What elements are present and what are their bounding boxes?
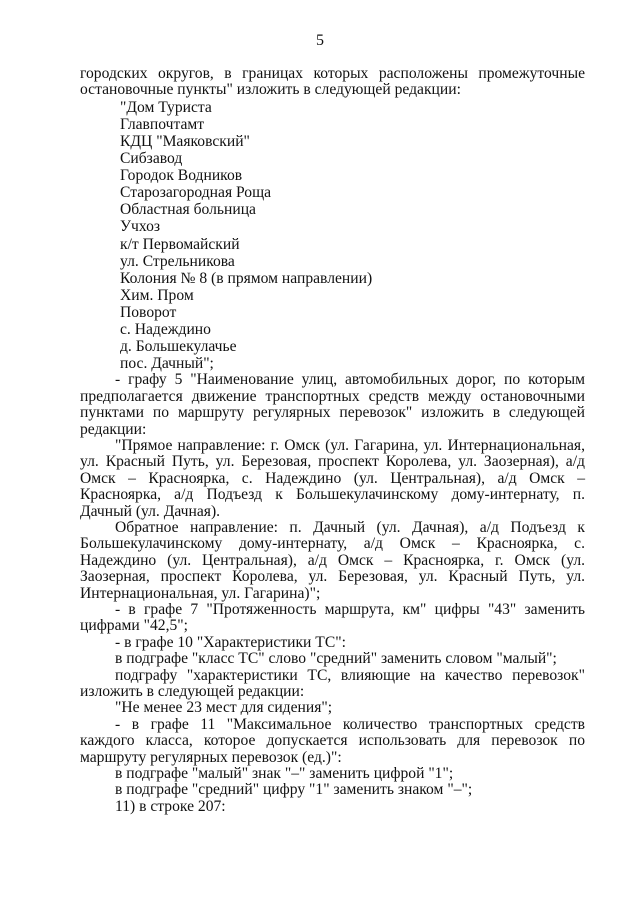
paragraph-graph-11: - в графе 11 "Максимальное количество транспортных средств каждого класса, которое допускается использовать для перевозок по маршруту регулярных перевозок (ед.)": (80, 715, 585, 766)
stop-item: д. Большекулачье (120, 338, 237, 356)
paragraph-reverse-direction: Обратное направление: п. Дачный (ул. Дачная), а/д Подъезд к Большекулачинскому дому-интернату, а/д Омск – Красноярка, с. Надеждино (ул. Центральная), а/д Омск – Красноярка, г. Омск (ул. Заозерная, проспект Королева, ул. Березовая, ул. Красный Путь, ул. Интернациональная, ул. Гагарина)"; (80, 518, 585, 602)
paragraph-seats: "Не менее 23 мест для сидения"; (115, 699, 333, 717)
stop-item: Сибзавод (120, 150, 183, 168)
document-body (80, 66, 585, 815)
paragraph-graph-5: - графу 5 "Наименование улиц, автомобильных дорог, по которым предполагается движение транспортных средств между остановочными пунктами по маршруту регулярных перевозок" изложить в следующей редакции: (80, 371, 585, 438)
stop-item: с. Надеждино (120, 321, 211, 339)
stop-item: Главпочтамт (120, 115, 205, 133)
stop-item: Хим. Пром (120, 286, 194, 304)
paragraph-graph-7: - в графе 7 "Протяженность маршрута, км" цифры "43" заменить цифрами "42,5"; (80, 601, 585, 635)
page-number: 5 (316, 32, 324, 49)
stop-item: Учхоз (120, 218, 161, 236)
stop-item: Поворот (120, 303, 177, 321)
paragraph-graph-10: - в графе 10 "Характеристики ТС": (115, 633, 346, 651)
stop-item: к/т Первомайский (120, 235, 240, 253)
stop-item: "Дом Туриста (120, 98, 212, 116)
stop-item: ул. Стрельникова (120, 252, 235, 270)
paragraph-medium: в подграфе "средний" цифру "1" заменить знаком "–"; (115, 781, 473, 799)
paragraph-row-207: 11) в строке 207: (115, 797, 226, 815)
paragraph-forward-direction: "Прямое направление: г. Омск (ул. Гагарина, ул. Интернациональная, ул. Красный Путь, ул. Березовая, проспект Королева, ул. Заозерная), а/д Омск – Красноярка, с. Надеждино (ул. Центральная), а/д Омск – Красноярка, а/д Подъезд к Большекулачинскому дому-интернату, п. Дачный (ул. Дачная). (80, 436, 585, 520)
paragraph-small: в подграфе "малый" знак "–" заменить цифрой "1"; (115, 765, 454, 783)
intro-line-1: городских округов, в границах которых расположены промежуточные (80, 65, 585, 82)
stop-item: пос. Дачный"; (120, 355, 214, 373)
intro-line-2: остановочные пункты" изложить в следующей редакции: (80, 81, 461, 99)
stop-item: Областная больница (120, 201, 256, 219)
stop-item: КДЦ "Маяковский" (120, 133, 250, 150)
stops-list (80, 99, 585, 373)
paragraph-class-ts: в подграфе "класс ТС" слово "средний" заменить словом "малый"; (115, 650, 557, 668)
stop-item: Старозагородная Роща (120, 184, 272, 202)
paragraph-characteristics: подграфу "характеристики ТС, влияющие на качество перевозок" изложить в следующей редакции: (80, 666, 585, 701)
stop-item: Колония № 8 (в прямом направлении) (120, 269, 373, 287)
stop-item: Городок Водников (120, 167, 243, 185)
